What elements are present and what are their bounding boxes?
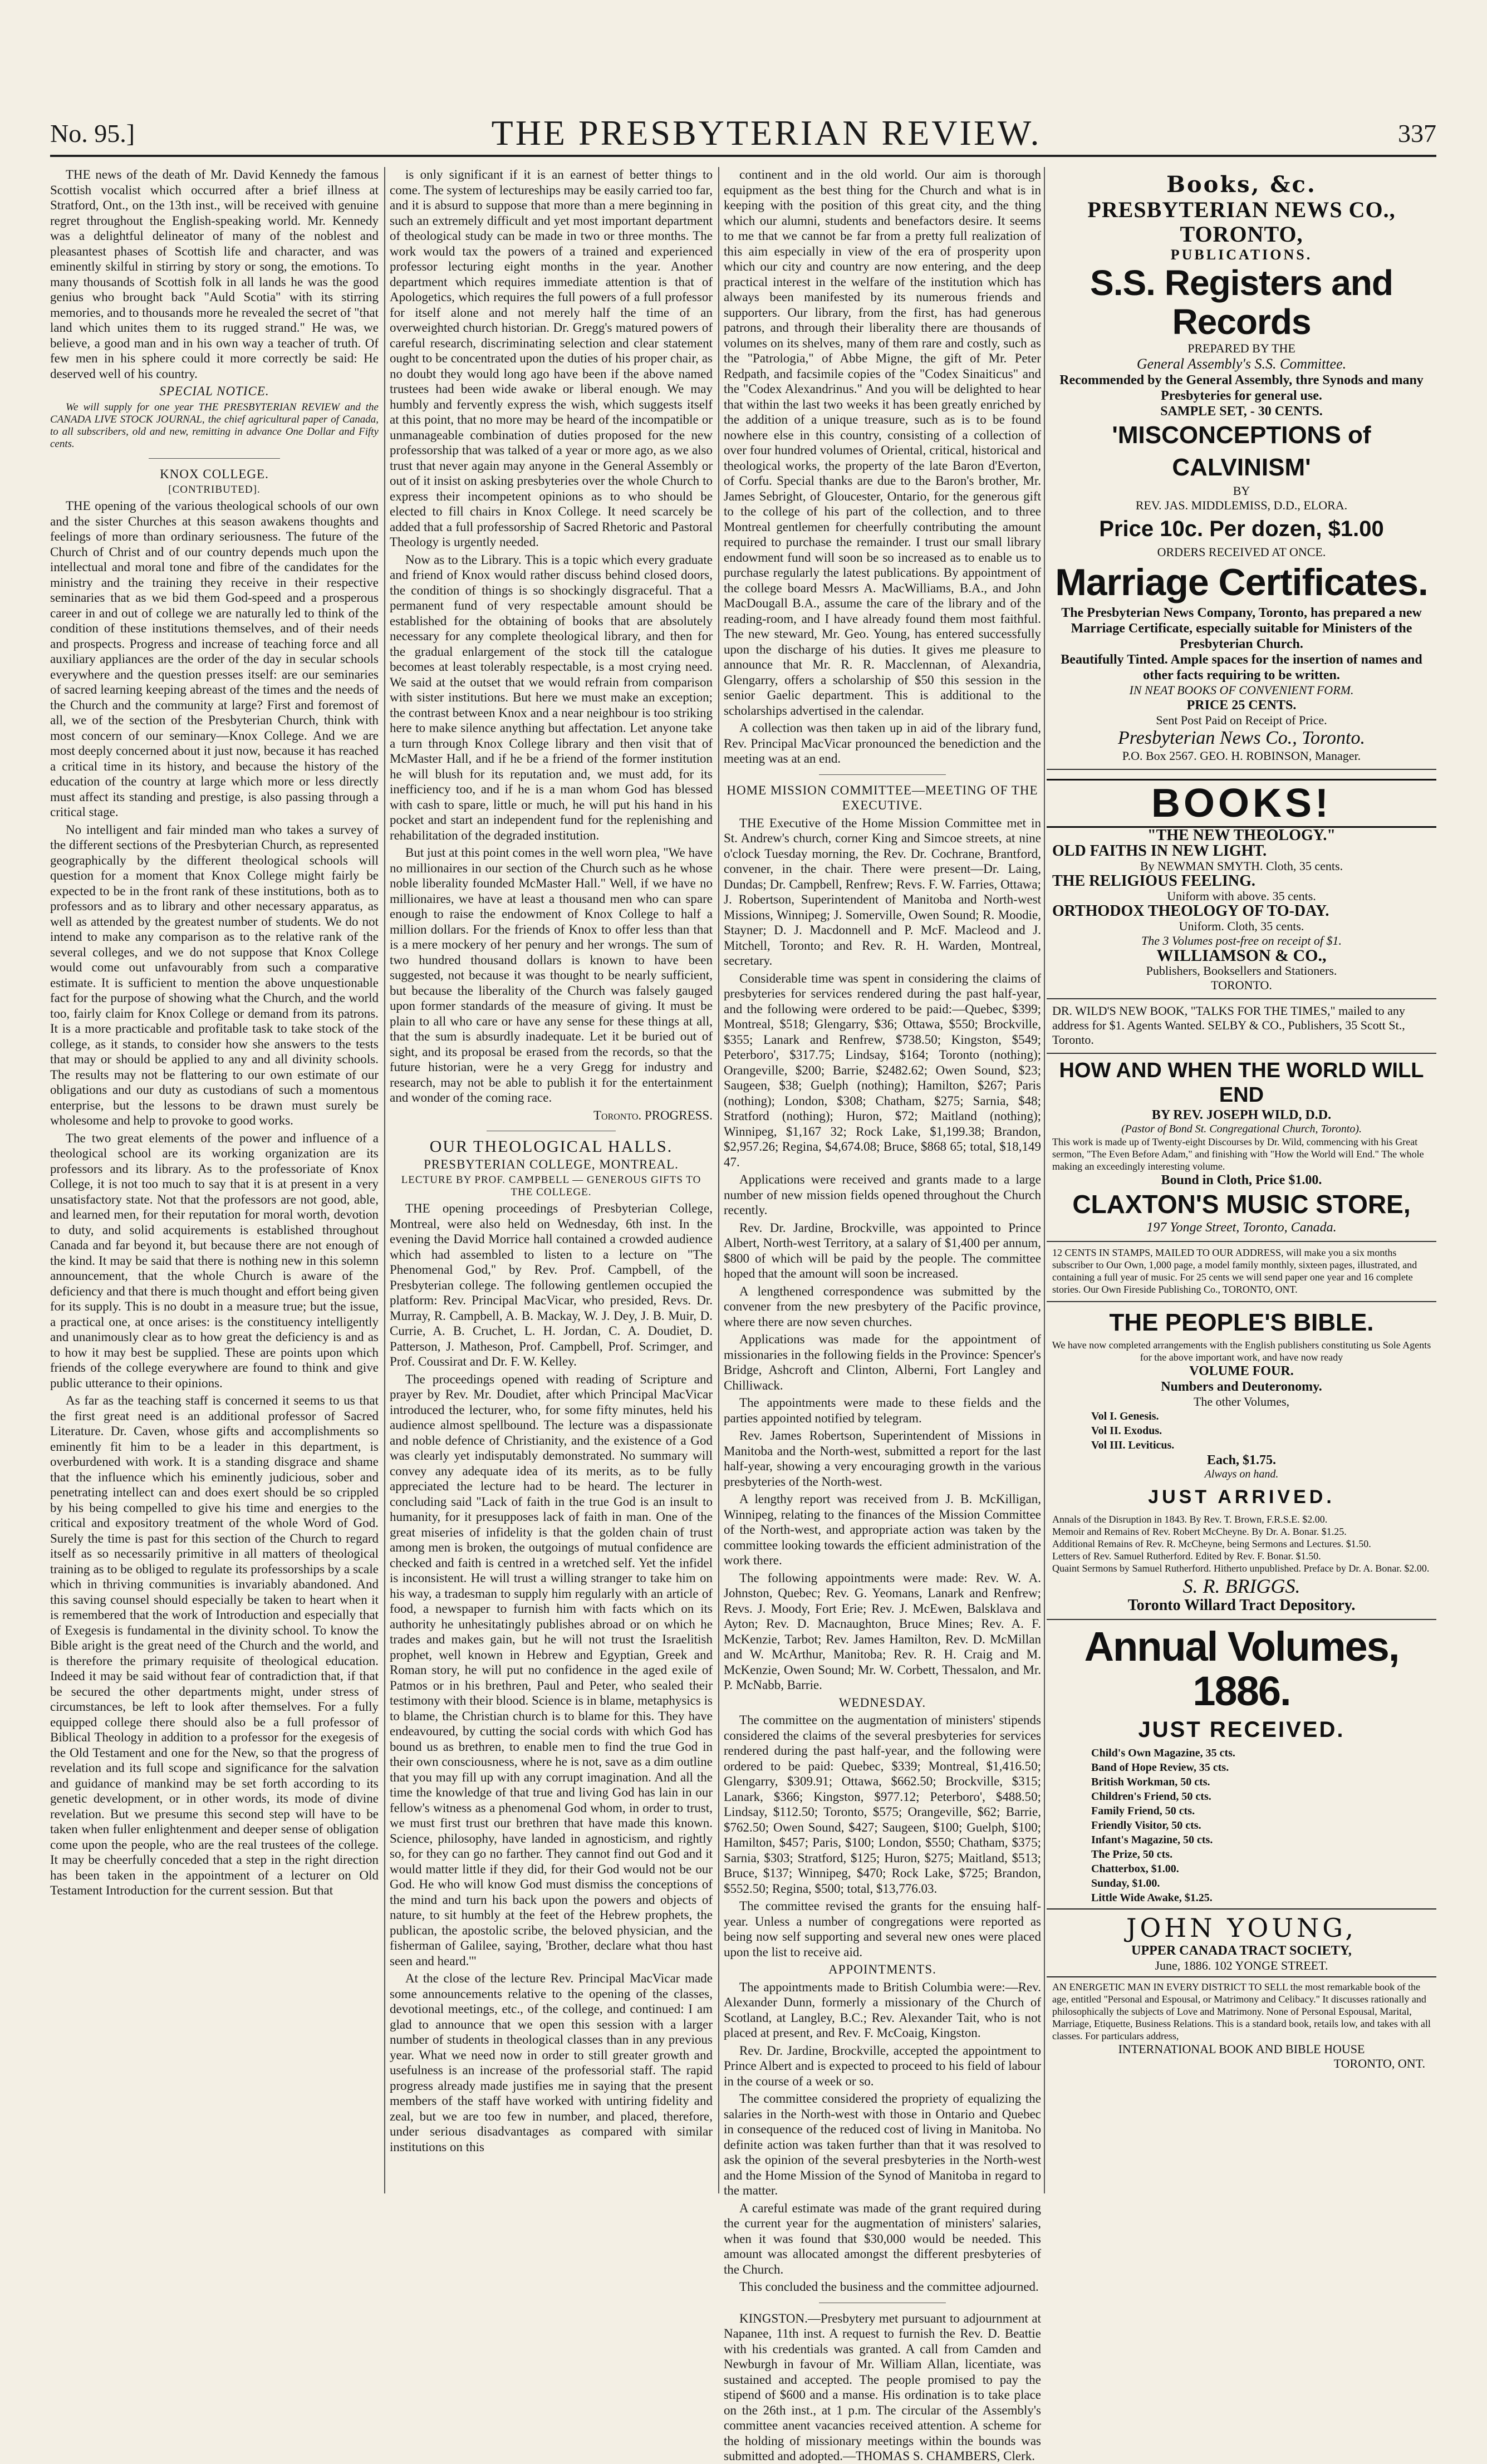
other-volumes: The other Volumes, <box>1193 1395 1290 1408</box>
appointments-heading: APPOINTMENTS. <box>828 1962 936 1976</box>
halls-lecture-heading: LECTURE BY PROF. CAMPBELL — GENEROUS GIFTS TO THE COLLEGE. <box>401 1174 701 1198</box>
letters-item: Letters of Rev. Samuel Rutherford. Edited by Rev. F. Bonar. $1.50. <box>1052 1550 1321 1562</box>
kingston-paragraph: KINGSTON.—Presbytery met pursuant to adjournment at Napanee, 11th inst. A request to furnish the Rev. D. Beattie with his credentials was granted. A call from Camden and Newburgh in favour of Mr. William Allan, licentiate, was sustained and accepted. The people promised to pay the stipend of $600 and a manse. His ordination is to take place on the 26th inst., at 1 p.m. The circular of the Assembly's committee anent vacancies received attention. A scheme for the holding of missionary meetings within the bounds was submitted and adopted.—THOMAS S. CHAMBERS, Clerk. <box>724 2311 1041 2463</box>
volume-four: VOLUME FOUR. <box>1189 1364 1294 1378</box>
numbers-deut: Numbers and Deuteronomy. <box>1161 1380 1322 1394</box>
annual-list-item: British Workman, 50 cts. <box>1091 1776 1210 1788</box>
halls-paragraph-1: THE opening proceedings of Presbyterian College, Montreal, were also held on Wednesday, 6th inst. In the evening the David Morrice hall contained a crowded audience which had assembled to listen to a lecture on "The Phenomenal God," by Rev. Prof. Campbell, of the Presbyterian college. The following gentlemen occupied the platform: Rev. Principal MacVicar, who presided, Revs. Dr. Murray, R. Campbell, A. B. Mackay, W. J. Dey, J. B. Muir, D. Currie, A. B. Cruchet, L. H. Jordan, C. A. Doudiet, D. Patterson, J. Matheson, Prof. Campbell, Prof. Scrimger, and Prof. Coussirat and Dr. F. W. Kelley. <box>390 1201 713 1368</box>
column-rule <box>384 167 385 2193</box>
claxton-address: 197 Yonge Street, Toronto, Canada. <box>1146 1220 1337 1235</box>
hm-paragraph-4: Rev. Dr. Jardine, Brockville, was appointed to Prince Albert, North-west Territory, at a salary of $1,400 per annum, $800 of which will be paid by the people. The committee hoped that the amount will soon be increased. <box>724 1220 1041 1280</box>
williamson-name: WILLIAMSON & CO., <box>1156 946 1327 965</box>
hm-paragraph-15: The committee considered the propriety of equalizing the salaries in the North-west with those in Ontario and Quebec in consequence of the reduced cost of living in Manitoba. No definite action was taken further than that it was resolved to ask the opinion of the several presbyteries in the North-west and the Home Mission of the Synod of Manitoba in regard to the matter. <box>724 2092 1041 2197</box>
knox-subheading: [CONTRIBUTED]. <box>168 484 261 495</box>
knox-paragraph-2: No intelligent and fair minded man who takes a survey of the different sections of the Presbyterian Church, as represented geographically by the different theological schools will question for a moment that Knox College might fairly be expected to be in the front rank of these institutions, both as to professors and as to library and other necessary apparatus, as well as attended by the greatest number of students. We do not intend to make any comparison as to the relative rank of the several colleges, and we do not suppose that Knox College would come out unfavourably from such a comparative estimate. It is sufficient to mention the above unquestionable fact for the purpose of showing what the Church, and the world too, fairly claim for Knox College or demand from its patrons. It is a more practicable and profitable task to take stock of the college, as it stands, to consider how she answers to the tests that may or should be applied to any and all divinity schools. The results may not be flattering to our own estimate of our obligations and our duty as custodians of such a momentous enterprise, but the lessons to be drawn must surely be wholesome and help to provoke to good works. <box>50 822 379 1127</box>
annual-list <box>1047 1746 1436 1905</box>
memoir-item: Memoir and Remains of Rev. Robert McCheyne. By Dr. A. Bonar. $1.25. <box>1052 1526 1347 1537</box>
intl-book-house: INTERNATIONAL BOOK AND BIBLE HOUSE <box>1118 2042 1365 2056</box>
marriage-description: The Presbyterian News Company, Toronto, has prepared a new Marriage Certificate, especially suitable for Ministers of the Presbyterian Church. <box>1061 606 1422 651</box>
peoples-bible-title: THE PEOPLE'S BIBLE. <box>1109 1309 1374 1336</box>
ad-peoples-bible <box>1047 1302 1436 1620</box>
ad-presbyterian-news <box>1047 167 1436 770</box>
hm-paragraph-14: Rev. Dr. Jardine, Brockville, accepted the appointment to Prince Albert and is expected to proceed to his field of labour in the course of a week or so. <box>724 2043 1041 2088</box>
column-3 <box>724 167 1041 2463</box>
quaint-item: Quaint Sermons by Samuel Rutherford. Hitherto unpublished. Preface by Dr. A. Bonar. $2.00. <box>1052 1563 1430 1574</box>
tract-society: UPPER CANADA TRACT SOCIETY, <box>1131 1943 1352 1958</box>
annual-list-item: The Prize, 50 cts. <box>1091 1848 1173 1861</box>
tinted-description: Beautifully Tinted. Ample spaces for the insertion of names and other facts requiring to be written. <box>1061 652 1422 683</box>
divider <box>1047 1908 1436 1910</box>
agent-ad-text: AN ENERGETIC MAN IN EVERY DISTRICT TO SELL the most remarkable book of the age, entitled "Personal and Espousal, or Matrimony and Celibacy." It discusses rationally and philosophically the subjects of Love and Matrimony. None of Personal Espousal, Marital, Marriage, Etiquette, Business Relations. This is a standard book, retails low, and takes with all classes. For particulars address, <box>1052 1981 1431 2041</box>
advertisements-column <box>1047 167 1436 2205</box>
halls-paragraph-4: continent and in the old world. Our aim is thorough equipment as the best thing for the Church and what is in keeping with the position of this great city, and the thing which our alumni, students and benefactors desire. It seems to me that we cannot be far from a pretty full realization of this aim especially in view of the era of prosperity upon which our city and country are now entering, and the deep practical interest in the welfare of the institution which has always been manifested by its numerous friends and supporters. Our library, from the first, has had generous patrons, and through their liberality there are thousands of volumes on its shelves, many of them rare and costly, such as the "Patrologia," of Abbe Migne, the gift of Mr. Peter Redpath, and facsimile copies of the "Codex Sinaiticus" and the "Codex Alexandrinus." And you will be delighted to hear that within the last two weeks it has been greatly enriched by the addition of a unique treasure, such as is to be found nowhere else in this country, consisting of a collection of over four hundred volumes of Oriental, critical, historical and theological works, the property of the late Baron d'Everton, of Corfu. Special thanks are due to the Baron's brother, Mr. James Sebright, of Gloucester, Ontario, for the generous gift to the college of his part of the collection, and to three Montreal gentlemen for cheerfully contributing the amount required to purchase the remainder. I trust our small library endowment fund will soon be so increased as to enable us to purchase regularly the latest publications. By appointment of the college board Messrs A. MacWilliams, B.A., and John MacDougall B.A., assume the care of the library and of the reading-room, and I have already found them most faithful. The new steward, Mr. Geo. Young, has entered successfully upon the discharge of his duties. It gives me pleasure to announce that Mr. R. R. Macclennan, of Alexandria, Glengarry, offers a scholarship of $50 this session in the senior Gaelic department. This is additional to the scholarships advertised in the calendar. <box>724 168 1041 718</box>
annual-list-item: Band of Hope Review, 35 cts. <box>1091 1761 1229 1774</box>
price-line: Price 10c. Per dozen, $1.00 <box>1099 517 1384 541</box>
annual-list-item: Child's Own Magazine, 35 cts. <box>1091 1747 1235 1759</box>
masthead <box>50 111 1436 157</box>
hm-paragraph-17: This concluded the business and the committee adjourned. <box>739 2280 1039 2294</box>
hm-paragraph-9: A lengthy report was received from J. B. McKilligan, Winnipeg, relating to the finances of the Mission Committee of the North-west, and appropriate action was taken by the committee looking towards the efficient administration of the work there. <box>724 1492 1041 1567</box>
how-when-title: HOW AND WHEN THE WORLD WILL END <box>1059 1059 1424 1107</box>
always-on-hand: Always on hand. <box>1204 1468 1279 1480</box>
publisher-signature: Presbyterian News Co., Toronto. <box>1118 728 1365 748</box>
religious-feeling-sub: Uniform with above. 35 cents. <box>1167 889 1316 903</box>
hm-paragraph-16: A careful estimate was made of the grant required during the current year for the augmentation of ministers' salaries, when it was found that $30,000 would be needed. This amount was allocated amongst the different presbyteries of the Church. <box>724 2201 1041 2276</box>
annual-volumes-title: Annual Volumes, 1886. <box>1084 1623 1399 1714</box>
home-mission-heading: HOME MISSION COMMITTEE—MEETING OF THE EXECUTIVE. <box>727 783 1038 812</box>
peoples-bible-desc: We have now completed arrangements with the English publishers constituting us Sole Agents for the above important work, and have now ready <box>1052 1339 1431 1363</box>
column-rule <box>718 167 719 2193</box>
assembly-committee: General Assembly's S.S. Committee. <box>1136 356 1347 372</box>
knox-paragraph-4: As far as the teaching staff is concerned it seems to us that the first great need is an additional professor of Sacred Literature. Dr. Caven, whose gifts and accomplishments so eminently fit him to be a leader in this department, is overburdened with work. It is a standing disgrace and shame that the influence which his eminently judicious, sober and penetrating intellect can and does exert should be so crippled by his being compelled to give his time and energies to the critical and expository treatment of the whole Word of God. Surely the time is past for this section of the Church to regard itself as so necessarily primitive in all matters of theological training as to be obliged to regulate its professorships by a scale which in thriving communities is invariably abandoned. And this saving counsel should especially be taken to heart when it is remembered that the work of Introduction and especially that of Exegesis is fundamental in the divinity school. To know the Bible aright is the great need of the Church and the world, and is therefore the primary requisite of theological education. Indeed it may be said without fear of contradiction that, if that be secured the other departments might, under stress of circumstances, be left to look after themselves. For a fully equipped college there should also be a full professor of Biblical Theology in addition to a professor for the exegesis of the Old Testament and one for the New, so that the progress of revelation and its full scope and significance for the salvation and guidance of mankind may be set forth according to its genetic development, or in other words, its mode of divine revelation. But we presume this second step will have to be taken when fuller enlightenment and deeper sense of obligation come upon the people, who are the real trustees of the college. It may be cheerfully conceded that a step in the right direction has been taken in the appointment of a lecturer on Old Testament Introduction for the current session. But that <box>50 1393 379 1897</box>
special-notice-heading: SPECIAL NOTICE. <box>159 384 269 398</box>
price-25: PRICE 25 CENTS. <box>1186 698 1297 713</box>
volume-2: Vol II. Exodus. <box>1091 1425 1162 1437</box>
hm-paragraph-12: The committee revised the grants for the ensuing half-year. Unless a number of congregations were reported as being now self supporting and several new ones were placed upon the list to receive aid. <box>724 1899 1041 1959</box>
hm-paragraph-8: Rev. James Robertson, Superintendent of Missions in Manitoba and the North-west, submitted a report for the last half-year, showing a very encouraging growth in the various presbyteries of the North-west. <box>724 1429 1041 1489</box>
article-signature: Toronto. PROGRESS. <box>593 1108 713 1122</box>
wednesday-heading: WEDNESDAY. <box>838 1695 926 1710</box>
knox-paragraph-3: The two great elements of the power and influence of a theological school are its working organization are its professors and its library. As to the professoriate of Knox College, it is not too much to say that it is at present in a very unsatisfactory state. Not that the professors are not good, able, and learned men, for their reputation for moral worth, devotion to duty, and solid acquirements is established throughout Canada and far beyond it, but because there are not enough of the kind. It may be said that there is nothing new in this solemn announcement, that the whole Church is aware of the deficiency and that there is much thought and effort being given for its supply. This is no doubt in a measure true; but the issue, a practical one, at once arises: is the constituency intelligently and unanimously clear as to how great the deficiency is and as to how it may best be supplied. These are points upon which friends of the college everywhere are found to think and give public utterance to their opinions. <box>50 1131 379 1390</box>
page-number: 337 <box>1397 119 1436 148</box>
sample-set-price: SAMPLE SET, - 30 CENTS. <box>1160 404 1323 419</box>
halls-subheading: PRESBYTERIAN COLLEGE, MONTREAL. <box>424 1157 679 1171</box>
by-label: BY <box>1233 484 1250 498</box>
halls-paragraph-5: A collection was then taken up in aid of the library fund, Rev. Principal MacVicar pronounced the benediction and the meeting was at an end. <box>724 721 1041 765</box>
author-line: REV. JAS. MIDDLEMISS, D.D., ELORA. <box>1135 498 1348 512</box>
williamson-sub: Publishers, Booksellers and Stationers. <box>1146 964 1337 978</box>
annual-list-item: Children's Friend, 50 cts. <box>1091 1790 1211 1803</box>
obituary-paragraph: THE news of the death of Mr. David Kennedy the famous Scottish vocalist which occurred after a brief illness at Stratford, Ont., on the 13th inst., will be received with genuine regret throughout the English-speaking world. Mr. Kennedy was a delightful delineator of many of the noblest and pleasantest phases of Scottish life and character, and was eminently skilful in stirring by story or song, the emotions. To many thousands of Scottish folk in all lands he was the good genius who brought back "Auld Scotia" with its stirring memories, and to thousands more he revealed the secret of "that land which unites them to its rugged strand." He was, we believe, a good man and in his own way a teacher of truth. Of few men in his sphere could it more correctly be said: He deserved well of his country. <box>50 168 379 381</box>
annals-item: Annals of the Disruption in 1843. By Rev. T. Brown, F.R.S.E. $2.00. <box>1052 1514 1328 1525</box>
willard-depository: Toronto Willard Tract Depository. <box>1127 1597 1356 1614</box>
divider <box>819 774 946 775</box>
prepared-by: PREPARED BY THE <box>1187 341 1295 355</box>
publisher-name: PRESBYTERIAN NEWS CO., TORONTO, <box>1087 197 1396 247</box>
ad-wild-book <box>1047 999 1436 1054</box>
just-received: JUST RECEIVED. <box>1138 1717 1345 1742</box>
orthodox-sub: Uniform. Cloth, 35 cents. <box>1179 919 1304 933</box>
additional-item: Additional Remains of Rev. R. McCheyne, being Sermons and Lectures. $1.50. <box>1052 1538 1371 1549</box>
intl-city: TORONTO, ONT. <box>1333 2056 1425 2070</box>
annual-list-item: Sunday, $1.00. <box>1091 1877 1160 1889</box>
column-rule <box>1044 167 1045 2193</box>
publication-title: THE PRESBYTERIAN REVIEW. <box>491 113 1042 153</box>
ss-registers-title: S.S. Registers and Records <box>1090 263 1393 342</box>
wild-ad-text: DR. WILD'S NEW BOOK, "TALKS FOR THE TIMES," mailed to any address for $1. Agents Wanted. SELBY & CO., Publishers, 35 Scott St., Toronto. <box>1052 1004 1405 1047</box>
hm-paragraph-11: The committee on the augmentation of ministers' stipends considered the claims of the several presbyteries for services rendered during the past half-year, and the following were ordered to be paid: Quebec, $339; Montreal, $1,416.50; Glengarry, $309.91; Ottawa, $662.50; Brockville, $315; Lanark, $366; Kingston, $977.12; Peterboro', $488.50; Lindsay, $112.50; Toronto, $575; Orangeville, $62; Barrie, $762.50; Owen Sound, $427; Saugeen, $100; Guelph, $100; Hamilton, $457; Paris, $100; London, $550; Chatham, $375; Sarnia, $303; Stratford, $125; Huron, $275; Maitland, $513; Bruce, $137; Winnipeg, $470; Rock Lake, $725; Brandon, $552.50; Regina, $500; total, $13,776.03. <box>724 1713 1041 1896</box>
knox-paragraph-5: is only significant if it is an earnest of better things to come. The system of lectureships may be easily carried too far, and it is absurd to suppose that more than a mere beginning in such an extremely difficult and yet most important department of theological study can be made in two or three months. The work would tax the powers of a trained and experienced professor lecturing eight months in the year. Another department which requires immediate attention is that of Apologetics, which requires the full powers of a full professor for itself alone and not merely half the time of an overweighted church historian. Dr. Gregg's matured powers of careful research, discriminating selection and clear statement ought to be concentrated upon the duties of his proper chair, as no doubt they would long ago have been if the above named trustees had been wide awake or liberal enough. We may humbly and fervently express the wish, which suggests itself at this point, that no more may be heard of the incompatible or unmanageable combination of duties proposed for the new professorship that was talked of a year or more ago, as we also trust that never again may anyone in the General Assembly or out of it insist on asking presbyteries over the whole Church to express their incompetent opinions as to who should be elected to fill chairs in Knox College. It need scarcely be added that a full professorship of Sacred Rhetoric and Pastoral Theology is urgently needed. <box>390 168 713 549</box>
annual-list-item: Chatterbox, $1.00. <box>1091 1863 1179 1875</box>
column-2 <box>390 167 713 2205</box>
hm-paragraph-13: The appointments made to British Columbia were:—Rev. Alexander Dunn, formerly a missionary of the Church of Scotland, at Langley, B.C.; Rev. Alexander Tait, who is not placed at present, and Rev. F. McCoaig, Kingston. <box>724 1980 1041 2040</box>
annual-list-item: Infant's Magazine, 50 cts. <box>1091 1834 1213 1846</box>
john-young-name: JOHN YOUNG, <box>1126 1913 1357 1943</box>
knox-paragraph-7: But just at this point comes in the well worn plea, "We have no millionaires in our section of the Church such as he whose noble liberality founded McMaster Hall." Well, if we have no millionaires, we have at least a thousand men who can spare enough to raise the endowment of Knox College to half a million dollars. For the friends of Knox to offer less than that is a mere mockery of her penury and her wrongs. The sum of two hundred thousand dollars is known to have been suggested, not because it was thought to be nearly sufficient, but because the liberality of the Church was falsely gauged upon former standards of the measure of giving. It must be plain to all who care or have any sense for these things at all, that the sum is absurdly inadequate. Let it be buried out of sight, and its proposal be erased from the records, so that the future historian, were he a very Gregg for industry and research, may not be able to publish it for the entertainment and wonder of the coming race. <box>390 846 713 1105</box>
old-faiths-by: By NEWMAN SMYTH. Cloth, 35 cents. <box>1140 859 1343 873</box>
halls-paragraph-2: The proceedings opened with reading of Scripture and prayer by Rev. Mr. Doudiet, after which Principal MacVicar introduced the lecturer, who, for some fifty minutes, held his audience almost spellbound. The lecture was a dispassionate and noble defence of Christianity, and the existence of a God was clearly yet indisputably demonstrated. No summary will convey any adequate idea of its merits, as to be fully appreciated the lecture had to be heard. The lecturer in concluding said "Lack of faith in the true God is an insult to humanity, for it presupposes lack of faith in man. One of the great miseries of infidelity is that the golden chain of trust among men is broken, the outgoings of mutual confidence are checked and faith is centred in a wretched self. Yet the infidel is inconsistent. He will trust a willing stranger to take him on his way, a tradesman to supply him regularly with an article of food, a newspaper to furnish him with facts which on its authority he unhesitatingly publishes abroad or on which he trades and makes gain, but he will not trust the Israelitish prophet, well known in Hebrew and Egyptian, Greek and Roman story, he will put no confidence in the aged exile of Patmos or in his brethren, Paul and Peter, who sealed their testimony with their blood. Science is in blame, metaphysics is to blame, the Christian church is to blame for this. They have endeavoured, by cutting the social cords with which God has bound us as brethren, to enable men to find the true God in their own consciousness, where he is not, save as a dim outline that you may fill up with any corrupt imagination. And all the time the knowledge of that true and living God has lain in our fellow's witness as a phenomenal God whom, in order to trust, we must first trust our brethren that have made this known. Science, philosophy, have landed in agnosticism, and rightly so, for they can go no farther. They cannot find out God and it would matter little if they did, for their God would not be our God. He who will know God must dismiss the conceptions of the mind and turn his back upon the powers and objects of nature, to sit humbly at the feet of the Hebrew prophets, the publican, the apostolic scribe, the beloved physician, and the fisherman of Galilee, saying, 'Brother, declare what thou hast seen and heard.'" <box>390 1372 713 1968</box>
briggs-name: S. R. BRIGGS. <box>1182 1575 1300 1597</box>
june-address: June, 1886. 102 YONGE STREET. <box>1155 1959 1328 1972</box>
marriage-certificates-title: Marriage Certificates. <box>1055 561 1428 603</box>
recommended-text: Recommended by the General Assembly, thre Synods and many Presbyteries for general use. <box>1059 373 1424 403</box>
issue-number: No. 95.] <box>50 119 135 148</box>
williamson-city: TORONTO. <box>1211 978 1272 992</box>
divider <box>1047 1976 1436 1977</box>
halls-paragraph-3: At the close of the lecture Rev. Principal MacVicar made some announcements relative to the opening of the classes, devotional meetings, etc., of the college, and continued: I am glad to announce that we open this session with a larger number of students in theological classes than in any previous year. What we need now in order to still greater growth and usefulness is an increase of the professorial staff. The rapid progress already made justifies me in saying that the present members of the staff have worked with untiring fidelity and zeal, but we are too few in number, and placed, therefore, under serious disadvantages as compared with similar institutions on this <box>390 1971 713 2154</box>
po-box-manager: P.O. Box 2567. GEO. H. ROBINSON, Manager. <box>1122 749 1361 763</box>
hm-paragraph-1: THE Executive of the Home Mission Committee met in St. Andrew's church, corner King and Simcoe streets, at nine o'clock Tuesday morning, the Rev. Dr. Cochrane, Brantford, convener, in the chair. There were present—Dr. Laing, Dundas; Dr. Campbell, Renfrew; Revs. F. W. Farries, Ottawa; J. Robertson, Superintendent of Manitoba and North-west Missions, Winnipeg; J. Somerville, Owen Sound; R. Moodie, Stayner; D. J. Macdonnell and P. McF. Macleod and J. Mitchell, Toronto; and Rev. R. H. Warden, Montreal, secretary. <box>724 816 1041 968</box>
annual-list-item: Little Wide Awake, $1.25. <box>1091 1892 1213 1904</box>
ad-our-own <box>1047 1242 1436 1302</box>
neat-books: IN NEAT BOOKS OF CONVENIENT FORM. <box>1129 683 1354 697</box>
books-banner: BOOKS! <box>1047 779 1436 828</box>
claxton-title: CLAXTON'S MUSIC STORE, <box>1072 1190 1411 1219</box>
hm-paragraph-2: Considerable time was spent in considering the claims of presbyteries for services rendered during the past half-year, and the following were ordered to be paid:—Quebec, $399; Montreal, $518; Glengarry, $36; Ottawa, $550; Brockville, $355; Lanark and Renfrew, $738.50; Kingston, $549; Peterboro', $317.75; Lindsay, $164; Toronto (nothing); Orangeville, $200; Barrie, $2482.62; Owen Sound, $23; Saugeen, $38; Guelph (nothing); Hamilton, $267; Paris (nothing); London, $308; Chatham, $275; Sarnia, $48; Stratford (nothing); Huron, $72; Maitland (nothing); Winnipeg, $1,167 32; Rock Lake, $1,199.38; Brandon, $2,957.26; Regina, $4,674.08; Bruce, $868 65; total, $18,149 47. <box>724 971 1041 1169</box>
annual-list-item: Family Friend, 50 cts. <box>1091 1805 1195 1817</box>
knox-paragraph-1: THE opening of the various theological schools of our own and the sister Churches at this season awakens thoughts and feelings of more than ordinary seriousness. The future of the Church of Christ and of our country depends much upon the intellectual and moral tone and fibre of the candidates for the ministry and the training they receive in their respective seminaries that as we bid them God-speed and a prosperous career in and out of college we are naturally led to think of the condition of these institutions themselves, and of their needs and prospects. Progress and increase of teaching force and all auxiliary appliances are the order of the day in secular schools everywhere and the question presses itself: are our seminaries of sacred learning keeping abreast of the times and the needs of the Church and the community at large? First and foremost of all, we of the section of the Presbyterian Church, think with most concern of our seminary—Knox College. And we are most deeply concerned about it just now, because it has reached a critical time in its history, and because the history of the education of the country at large which more or less directly must affect its standing and prestige, is also passing through a critical stage. <box>50 499 379 819</box>
divider <box>149 458 280 459</box>
volume-1: Vol I. Genesis. <box>1091 1410 1159 1422</box>
orthodox-title: ORTHODOX THEOLOGY OF TO-DAY. <box>1052 902 1329 920</box>
post-paid: Sent Post Paid on Receipt of Price. <box>1156 713 1327 727</box>
how-when-desc: This work is made up of Twenty-eight Discourses by Dr. Wild, commencing with his Great sermon, "The Even Before Adam," and finishing with "How the World will End." The whole making an exceedingly interesting volume. <box>1052 1136 1424 1172</box>
volumes-list <box>1047 1409 1436 1452</box>
how-when-pastor: (Pastor of Bond St. Congregational Church, Toronto). <box>1121 1123 1362 1135</box>
three-volumes: The 3 Volumes post-free on receipt of $1. <box>1141 934 1342 948</box>
religious-feeling-title: THE RELIGIOUS FEELING. <box>1052 872 1255 890</box>
publications-label: PUBLICATIONS. <box>1170 247 1313 263</box>
ad-williamson <box>1047 770 1436 999</box>
knox-heading: KNOX COLLEGE. <box>160 467 269 481</box>
new-theology: "THE NEW THEOLOGY." <box>1147 827 1336 844</box>
ad-annual-volumes <box>1047 1620 1436 2077</box>
hm-paragraph-3: Applications were received and grants made to a large number of new mission fields opened throughout the Church recently. <box>724 1172 1041 1217</box>
old-faiths-title: OLD FAITHS IN NEW LIGHT. <box>1052 842 1267 860</box>
bound-price: Bound in Cloth, Price $1.00. <box>1161 1173 1322 1187</box>
annual-list-item: Friendly Visitor, 50 cts. <box>1091 1819 1201 1832</box>
ad-how-when <box>1047 1054 1436 1242</box>
special-notice-text: We will supply for one year THE PRESBYTERIAN REVIEW and the CANADA LIVE STOCK JOURNAL, the chief agricultural paper of Canada, to all subscribers, old and new, remitting in advance One Dollar and Fifty cents. <box>50 401 379 450</box>
column-1 <box>50 167 379 2205</box>
hm-paragraph-5: A lengthened correspondence was submitted by the convener from the new presbytery of the Pacific province, where there are now seven churches. <box>724 1284 1041 1329</box>
just-arrived: JUST ARRIVED. <box>1148 1486 1335 1508</box>
books-heading: Books, &c. <box>1166 171 1317 198</box>
each-price: Each, $1.75. <box>1206 1453 1276 1467</box>
our-own-text: 12 CENTS IN STAMPS, MAILED TO OUR ADDRESS, will make you a six months subscriber to Our Own, 1,000 page, a model family monthly, sixteen pages, illustrated, and containing a full year of music. For 25 cents we will send paper one year and 16 complete stories. Our Own Fireside Publishing Co., TORONTO, ONT. <box>1052 1247 1417 1295</box>
knox-paragraph-6: Now as to the Library. This is a topic which every graduate and friend of Knox would rather discuss behind closed doors, the condition of things is so shockingly disgraceful. That a permanent fund of very respectable amount should be established for the obtaining of books that are absolutely necessary for any complete theological library, and then for the gradual enlargement of the stock till the catalogue becomes at least tolerably respectable, is a most crying need. We said at the outset that we would refrain from comparison with sister institutions. But here we must make an exception; the contrast between Knox and a near neighbour is too striking here to make silence anything but affectation. Let anyone take a turn through Knox College library and then visit that of McMaster Hall, and if he be a friend of the former institution he will blush for its reputation and, we must add, for its inefficiency too, and if he is a man whom God has blessed with cash to spare, little or much, he will put his hand in his pocket and start an independent fund for the replenishing and rehabilitation of the degraded institution. <box>390 552 713 842</box>
misconceptions-title: 'MISCONCEPTIONS of CALVINISM' <box>1112 421 1371 481</box>
hm-paragraph-7: The appointments were made to these fields and the parties appointed notified by telegram. <box>724 1396 1041 1425</box>
orders-received: ORDERS RECEIVED AT ONCE. <box>1157 545 1326 559</box>
halls-heading: OUR THEOLOGICAL HALLS. <box>429 1137 673 1156</box>
volume-3: Vol III. Leviticus. <box>1091 1439 1175 1451</box>
hm-paragraph-6: Applications was made for the appointment of missionaries in the following fields in the Province: Spencer's Bridge, Ashcroft and Clinton, Alberni, Fort Langley and Chilliwack. <box>724 1332 1041 1392</box>
how-when-by: BY REV. JOSEPH WILD, D.D. <box>1151 1108 1332 1122</box>
hm-paragraph-10: The following appointments were made: Rev. W. A. Johnston, Quebec; Rev. G. Yeomans, Lanark and Renfrew; Revs. J. Moody, Fort Erie; Rev. J. McEwen, Balsklava and Ayton; Rev. D. Macnaughton, Bruce Mines; Rev. A. F. McKenzie, Tarbot; Rev. James Hamilton, Rev. D. McMillan and W. McArthur, Manitoba; Rev. R. H. Craig and M. McKenzie, Owen Sound; Mr. W. Corbett, Thessalon, and Mr. P. McNabb, Barrie. <box>724 1570 1041 1692</box>
